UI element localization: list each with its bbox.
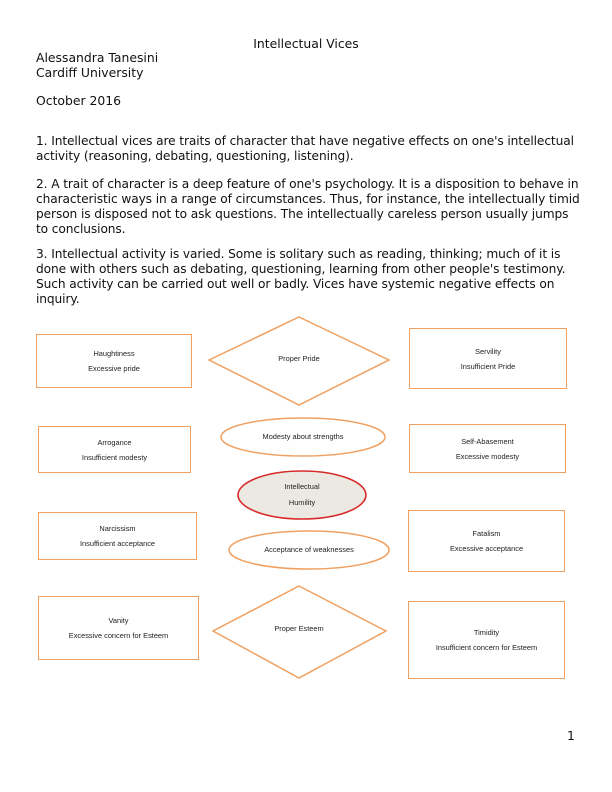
center-label-line2: Humility <box>288 498 316 507</box>
page-number: 1 <box>567 728 575 743</box>
paragraph-3: 3. Intellectual activity is varied. Some is solitary such as reading, thinking; much of it is done with others such as debating, questioning, learning from other people's testimony. Such activity can be carried out well or badly. Vices have systemic negative effects on inquiry. <box>36 247 566 306</box>
box-title: Narcissism <box>99 524 136 533</box>
box-self-abasement <box>409 424 566 473</box>
box-title: Vanity <box>108 616 129 625</box>
center-label-line1: Intellectual <box>284 482 320 491</box>
box-arrogance <box>38 426 191 473</box>
box-title: Arrogance <box>97 437 132 447</box>
box-description: Insufficient modesty <box>81 452 148 462</box>
box-narcissism <box>38 512 197 560</box>
box-description: Insufficient concern for Esteem <box>435 643 538 652</box>
box-description: Insufficient acceptance <box>79 539 156 548</box>
ellipse-top-label: Modesty about strengths <box>262 432 344 441</box>
box-description: Excessive modesty <box>455 451 520 461</box>
box-fatalism <box>408 510 565 572</box>
box-title: Timidity <box>473 628 500 637</box>
paragraph-2: 2. A trait of character is a deep feature of one's psychology. It is a disposition to behave in characteristic ways in a range of circumstances. Thus, for instance, the intellectually timid person is disposed not to ask questions. The intellectually careless person usually jumps to conclusions. <box>36 177 580 236</box>
box-description: Excessive pride <box>88 364 140 373</box>
author-name: Alessandra Tanesini <box>36 50 159 65</box>
box-title: Self-Abasement <box>461 436 514 446</box>
diamond-bottom-label: Proper Esteem <box>274 624 324 633</box>
box-description: Excessive concern for Esteem <box>68 631 169 640</box>
box-description: Excessive acceptance <box>449 544 524 553</box>
paragraph-1: 1. Intellectual vices are traits of character that have negative effects on one's intellectual activity (reasoning, debating, questioning, listening). <box>36 134 574 163</box>
affiliation: Cardiff University <box>36 65 144 80</box>
box-title: Fatalism <box>472 529 501 538</box>
box-timidity <box>408 601 565 679</box>
box-description: Insufficient Pride <box>460 361 516 371</box>
diamond-top-label: Proper Pride <box>278 354 320 363</box>
document-date: October 2016 <box>36 93 122 108</box>
box-haughtiness <box>36 334 192 388</box>
box-title: Servility <box>475 346 501 356</box>
box-title: Haughtiness <box>93 349 135 358</box>
box-vanity <box>38 596 199 660</box>
document-title: Intellectual Vices <box>253 36 359 51</box>
box-servility <box>409 328 567 389</box>
ellipse-bottom-label: Acceptance of weaknesses <box>264 545 354 554</box>
